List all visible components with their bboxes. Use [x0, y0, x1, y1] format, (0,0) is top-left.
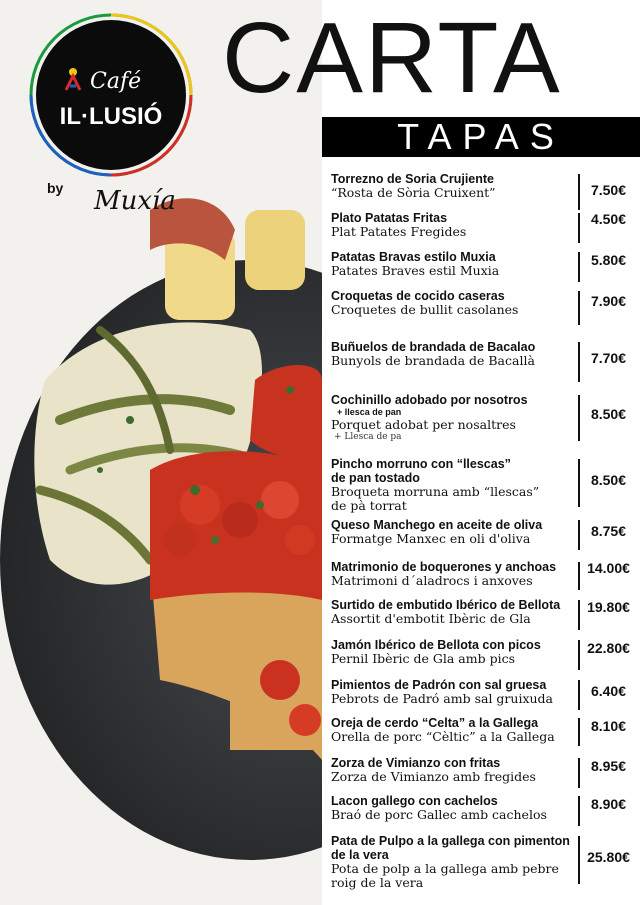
item-name-ca: Assortit d'embotit Ibèric de Gla: [331, 611, 531, 626]
item-name-es: Pincho morruno con “llescas”: [331, 457, 511, 471]
item-name-es: Surtido de embutido Ibérico de Bellota: [331, 598, 561, 612]
price-divider: [578, 252, 580, 282]
item-extra-ca: + Llesca de pa: [334, 432, 402, 442]
item-name-es: Croquetas de cocido caseras: [331, 289, 505, 303]
item-price: 4.50€: [590, 211, 627, 227]
item-price: 7.50€: [590, 182, 627, 198]
item-name-ca: Bunyols de brandada de Bacallà: [331, 353, 535, 368]
item-name-es: Buñuelos de brandada de Bacalao: [331, 340, 536, 354]
item-price: 6.40€: [590, 683, 627, 699]
item-price: 8.50€: [590, 406, 627, 422]
item-name-es: Pimientos de Padrón con sal gruesa: [331, 678, 547, 692]
item-name-ca: Plat Patates Fregides: [331, 224, 467, 239]
price-divider: [578, 459, 580, 507]
item-name-es: Pata de Pulpo a la gallega con pimenton: [331, 834, 570, 848]
price-divider: [578, 174, 580, 210]
price-divider: [578, 520, 580, 550]
item-name-es: Plato Patatas Fritas: [331, 211, 448, 225]
item-name-ca: Porquet adobat per nosaltres: [331, 417, 516, 432]
item-name-ca: Patates Braves estil Muxia: [331, 263, 500, 278]
cafe-logo: [28, 12, 194, 178]
page-subtitle: TAPAS: [397, 116, 565, 157]
item-name-ca: “Rosta de Sòria Cruixent”: [331, 185, 496, 200]
price-divider: [578, 796, 580, 826]
item-name-ca: Pebrots de Padró amb sal gruixuda: [331, 691, 554, 706]
item-name-ca: Orella de porc “Cèltic” a la Gallega: [331, 729, 555, 744]
item-name-es: Lacon gallego con cachelos: [331, 794, 498, 808]
item-name-es: Matrimonio de boquerones y anchoas: [331, 560, 557, 574]
item-name-ca-line2: de pà torrat: [331, 498, 407, 513]
byline-brand: Muxía: [94, 186, 176, 216]
price-divider: [578, 600, 580, 630]
item-price: 25.80€: [587, 849, 630, 865]
logo-name-text: IL·LUSIÓ: [59, 103, 163, 130]
item-name-ca: Matrimoni d´aladrocs i anxoves: [331, 573, 533, 588]
price-divider: [578, 758, 580, 788]
item-price: 5.80€: [590, 252, 627, 268]
item-name-ca-line2: roig de la vera: [331, 875, 424, 890]
item-name-ca: Broqueta morruna amb “llescas”: [331, 484, 540, 499]
item-name-es: Cochinillo adobado por nosotros: [331, 393, 528, 407]
item-name-es-line2: de pan tostado: [331, 471, 420, 485]
price-divider: [578, 213, 580, 243]
item-price: 8.90€: [590, 796, 627, 812]
item-name-ca: Zorza de Vimianzo amb fregides: [331, 769, 536, 784]
item-name-es: Torrezno de Soria Crujiente: [331, 172, 494, 186]
price-divider: [578, 680, 580, 710]
item-name-es: Patatas Bravas estilo Muxia: [331, 250, 496, 264]
item-name-ca: Pota de polp a la gallega amb pebre: [331, 861, 559, 876]
logo-cafe-text: Café: [90, 69, 142, 94]
page-title: CARTA: [222, 2, 562, 114]
item-name-es: Jamón Ibérico de Bellota con picos: [331, 638, 541, 652]
item-price: 7.70€: [590, 350, 627, 366]
item-price: 8.50€: [590, 472, 627, 488]
item-name-es: Zorza de Vimianzo con fritas: [331, 756, 501, 770]
item-price: 8.75€: [590, 523, 627, 539]
item-price: 8.95€: [590, 758, 627, 774]
item-name-ca: Croquetes de bullit casolanes: [331, 302, 519, 317]
item-price: 22.80€: [587, 640, 630, 656]
item-name-ca: Formatge Manxec en oli d'oliva: [331, 531, 531, 546]
item-price: 14.00€: [587, 560, 630, 576]
item-name-ca: Pernil Ibèric de Gla amb pics: [331, 651, 516, 666]
price-divider: [578, 395, 580, 441]
item-name-ca: Braó de porc Gallec amb cachelos: [331, 807, 547, 822]
item-name-es: Oreja de cerdo “Celta” a la Gallega: [331, 716, 539, 730]
item-price: 19.80€: [587, 599, 630, 615]
price-divider: [578, 718, 580, 746]
item-extra-es: + llesca de pan: [337, 407, 402, 417]
item-price: 7.90€: [590, 293, 627, 309]
price-divider: [578, 562, 580, 590]
byline-by: by: [47, 180, 64, 196]
item-price: 8.10€: [590, 718, 627, 734]
price-divider: [578, 836, 580, 884]
item-name-es: Queso Manchego en aceite de oliva: [331, 518, 543, 532]
item-name-es-line2: de la vera: [331, 848, 389, 862]
price-divider: [578, 640, 580, 670]
price-divider: [578, 342, 580, 382]
price-divider: [578, 291, 580, 325]
